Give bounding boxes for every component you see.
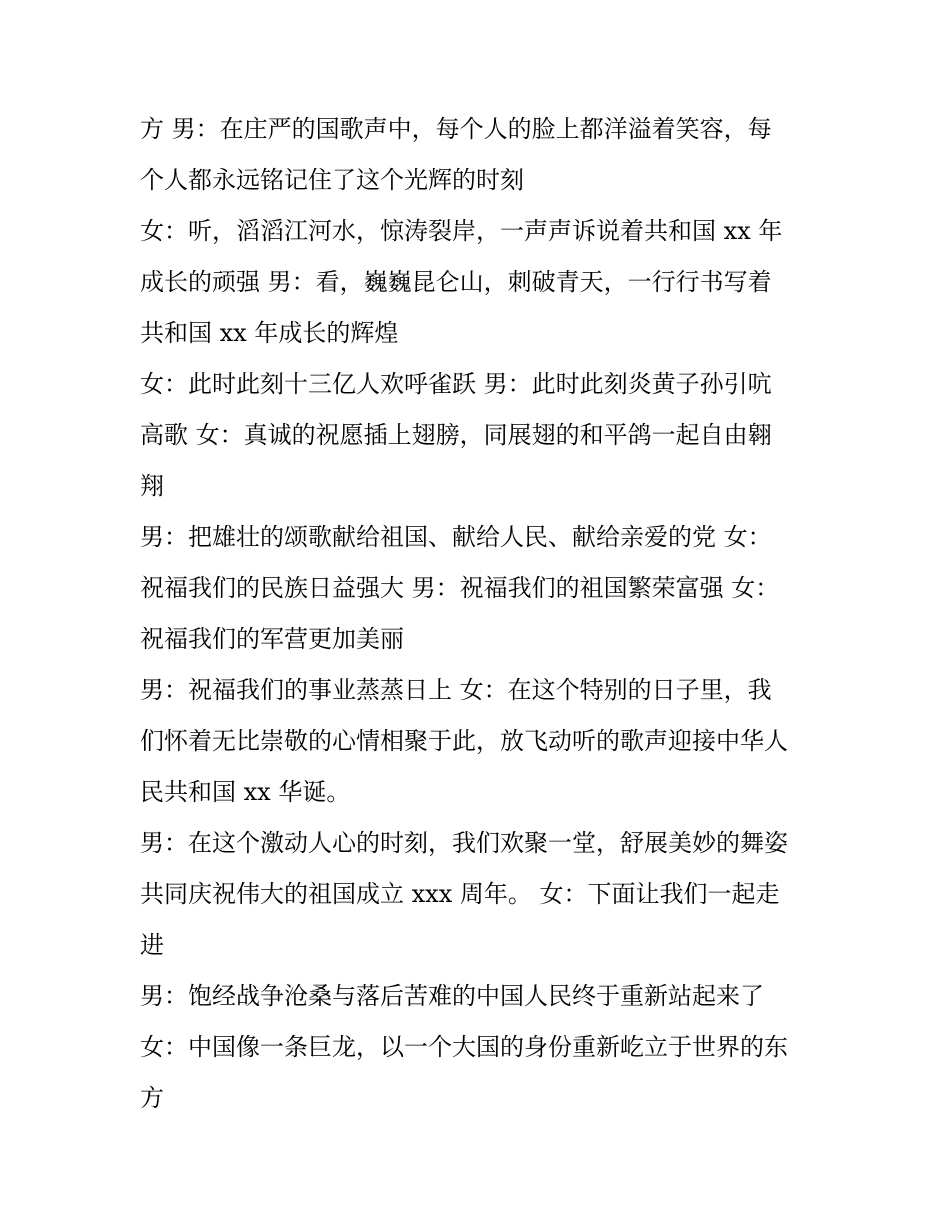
text-line: 成长的顽强 男：看，巍巍昆仑山，刺破青天，一行行书写着 bbox=[140, 268, 772, 296]
document-body bbox=[140, 104, 820, 1124]
text-line: 进 bbox=[140, 931, 164, 959]
text-line: 男：祝福我们的事业蒸蒸日上 女：在这个特别的日子里，我 bbox=[140, 676, 772, 704]
text-line: 男：把雄壮的颂歌献给祖国、献给人民、献给亲爱的党 女： bbox=[140, 523, 772, 551]
text-line: 共和国 xx 年成长的辉煌 bbox=[140, 319, 399, 347]
text-line: 男：在这个激动人心的时刻，我们欢聚一堂，舒展美妙的舞姿 bbox=[140, 829, 788, 857]
text-line: 个人都永远铭记住了这个光辉的时刻 bbox=[140, 166, 524, 194]
text-line: 方 男：在庄严的国歌声中，每个人的脸上都洋溢着笑容，每 bbox=[140, 115, 772, 143]
text-line: 们怀着无比崇敬的心情相聚于此，放飞动听的歌声迎接中华人 bbox=[140, 727, 788, 755]
text-line: 女：中国像一条巨龙，以一个大国的身份重新屹立于世界的东 bbox=[140, 1033, 788, 1061]
text-line: 祝福我们的军营更加美丽 bbox=[140, 625, 404, 653]
text-line: 方 bbox=[140, 1084, 164, 1112]
text-line: 翔 bbox=[140, 472, 164, 500]
text-line: 民共和国 xx 华诞。 bbox=[140, 778, 351, 806]
text-line: 祝福我们的民族日益强大 男：祝福我们的祖国繁荣富强 女： bbox=[140, 574, 780, 602]
text-line: 女：此时此刻十三亿人欢呼雀跃 男：此时此刻炎黄子孙引吭 bbox=[140, 370, 772, 398]
text-line: 男：饱经战争沧桑与落后苦难的中国人民终于重新站起来了 bbox=[140, 982, 764, 1010]
text-line: 女：听，滔滔江河水，惊涛裂岸，一声声诉说着共和国 xx 年 bbox=[140, 217, 783, 245]
text-line: 共同庆祝伟大的祖国成立 xxx 周年。 女：下面让我们一起走 bbox=[140, 880, 780, 908]
text-line: 高歌 女：真诚的祝愿插上翅膀，同展翅的和平鸽一起自由翱 bbox=[140, 421, 772, 449]
